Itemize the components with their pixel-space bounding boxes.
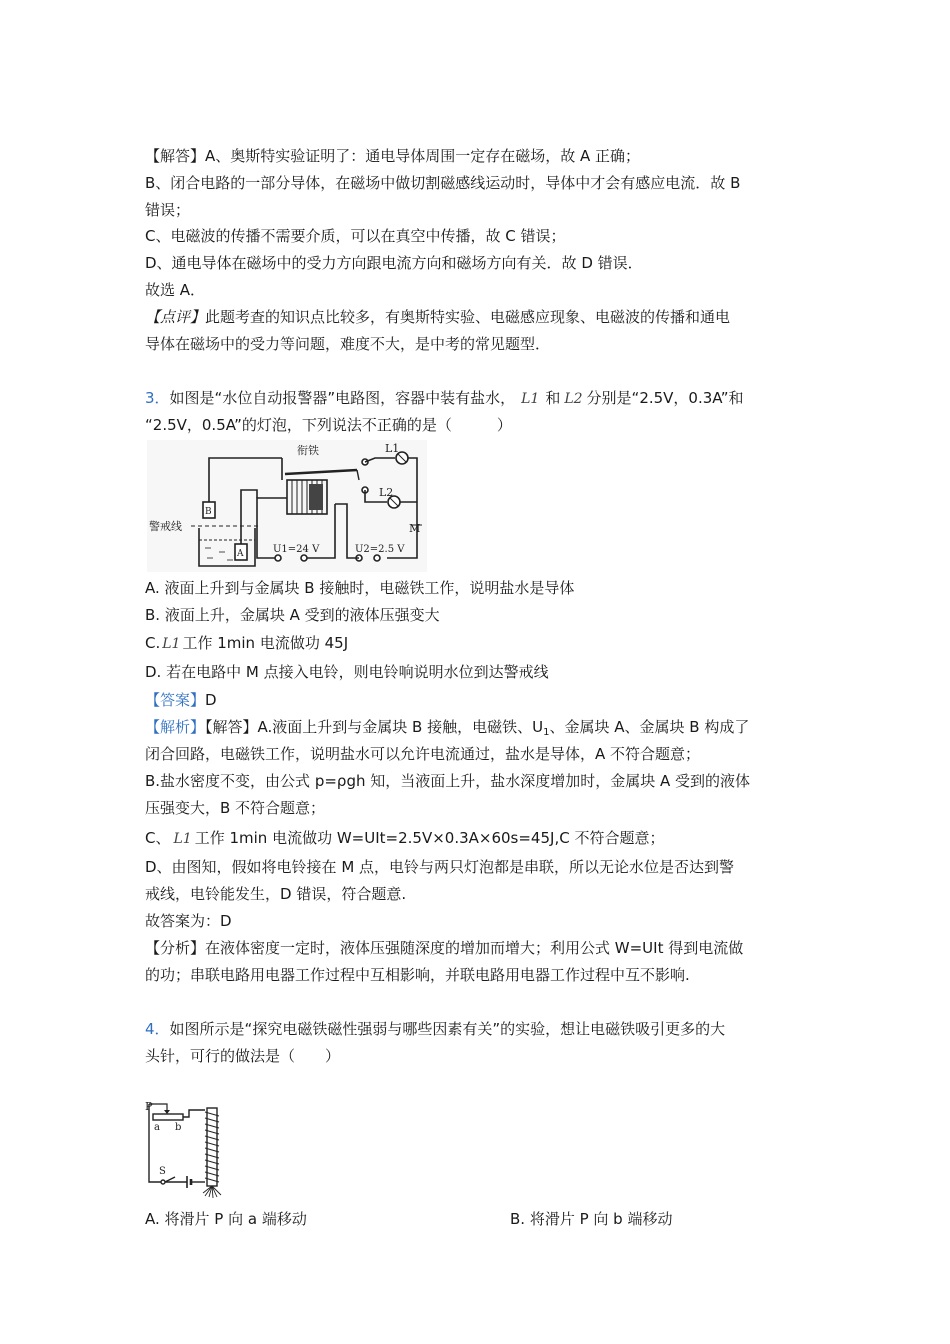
q4-number: 4． <box>145 1020 170 1038</box>
q3-option-c-text: 工作 1min 电流做功 45J <box>182 634 349 652</box>
q3-stem-a: 如图是“水位自动报警器”电路图，容器中装有盐水， <box>169 389 516 407</box>
q2-solution-line-5: D、通电导体在磁场中的受力方向跟电流方向和磁场方向有关．故 D 错误． <box>145 254 643 272</box>
analysis-subscript: 1 <box>543 727 550 738</box>
label-a-end: a <box>154 1122 160 1133</box>
q2-solution-line-1: 【解答】A、奥斯特实验证明了：通电导体周围一定存在磁场，故 A 正确； <box>145 147 641 165</box>
label-l2: L2 <box>379 486 394 499</box>
q3-option-d: D. 若在电路中 M 点接入电铃，则电铃响说明水位到达警戒线 <box>145 663 549 681</box>
analysis-symbol-l1: L1 <box>173 831 192 847</box>
q3-analysis-line-6: D、由图知，假如将电铃接在 M 点，电铃与两只灯泡都是串联，所以无论水位是否达到警 <box>145 858 735 876</box>
q2-solution-line-6: 故选 A． <box>145 281 206 299</box>
answer-value: D <box>205 691 217 709</box>
q3-symbol-l2: L2 <box>564 391 583 407</box>
q3-stem-b: 分别是“2.5V，0.3A”和 <box>586 389 744 407</box>
q3-and: 和 <box>545 389 561 407</box>
analysis-text-1b: 、金属块 A、金属块 B 构成了 <box>549 718 750 736</box>
q4-option-a: A. 将滑片 P 向 a 端移动 <box>145 1210 307 1228</box>
analysis-tag: 【解析】 <box>145 718 206 736</box>
label-armature: 衔铁 <box>297 444 319 457</box>
analysis-text-5a: C、 <box>145 829 171 847</box>
q3-analysis-line-4: 压强变大，B 不符合题意； <box>145 799 326 817</box>
q3-symbol-l1: L1 <box>521 391 540 407</box>
answer-tag: 【答案】 <box>145 691 206 709</box>
q3-option-a: A. 液面上升到与金属块 B 接触时，电磁铁工作，说明盐水是导体 <box>145 579 575 597</box>
label-b: B <box>205 507 212 517</box>
q4-stem-line-2: 头针，可行的做法是（ ） <box>145 1047 341 1065</box>
q3-analysis-line-7: 戒线，电铃能发生，D 错误，符合题意. <box>145 885 407 903</box>
label-u2: U2=2.5 V <box>355 544 405 555</box>
q3-analysis-line-8: 故答案为：D <box>145 912 232 930</box>
q3-analysis-line-5 <box>145 827 664 849</box>
label-p: P <box>145 1100 153 1113</box>
q2-solution-line-3: 错误； <box>145 201 191 219</box>
water-level-alarm-circuit-figure <box>147 440 427 572</box>
analysis-text-5b: 工作 1min 电流做功 W=UIt=2.5V×0.3A×60s=45J,C 不符合题意； <box>194 829 665 847</box>
q2-solution-line-2: B、闭合电路的一部分导体，在磁场中做切割磁感线运动时，导体中才会有感应电流．故 B <box>145 174 741 192</box>
q3-analysis-line-2: 闭合回路，电磁铁工作，说明盐水可以允许电流通过，盐水是导体，A 不符合题意； <box>145 745 701 763</box>
q3-option-c-prefix: C. <box>145 634 161 652</box>
review-text-1: 此题考查的知识点比较多，有奥斯特实验、电磁感应现象、电磁波的传播和通电 <box>205 308 731 326</box>
q2-review-line-1 <box>145 306 730 328</box>
q3-analysis-line-10: 的功；串联电路用电器工作过程中互相影响，并联电路用电器工作过程中互不影响. <box>145 966 690 984</box>
label-l1: L1 <box>385 442 400 455</box>
q4-stem-text: 如图所示是“探究电磁铁磁性强弱与哪些因素有关”的实验，想让电磁铁吸引更多的大 <box>169 1020 726 1038</box>
label-a: A <box>237 549 244 559</box>
q3-stem-line-2: “2.5V，0.5A”的灯泡，下列说法不正确的是（ ） <box>145 416 512 434</box>
q3-stem-line-1 <box>145 387 743 409</box>
label-m: M <box>409 522 421 535</box>
q3-number: 3． <box>145 389 170 407</box>
label-b-end: b <box>175 1122 182 1133</box>
q3-analysis-line-9: 【分析】在液体密度一定时，液体压强随深度的增加而增大；利用公式 W=UIt 得到电流做 <box>145 939 744 957</box>
analysis-text-1a: 【解答】A.液面上升到与金属块 B 接触，电磁铁、U <box>205 718 544 736</box>
q2-review-line-2: 导体在磁场中的受力等问题，难度不大，是中考的常见题型． <box>145 335 551 353</box>
label-switch-s: S <box>159 1166 166 1177</box>
electromagnet-circuit-figure <box>145 1098 225 1200</box>
q3-analysis-line-1 <box>145 716 749 738</box>
review-tag: 【点评】 <box>145 308 206 326</box>
q3-option-c-symbol: L1 <box>162 636 181 652</box>
q4-option-b: B. 将滑片 P 向 b 端移动 <box>510 1210 673 1228</box>
label-warning-line: 警戒线 <box>149 520 182 533</box>
q4-stem-line-1 <box>145 1018 725 1040</box>
document-page <box>145 0 815 1344</box>
label-u1: U1=24 V <box>273 544 320 555</box>
q3-answer-line <box>145 689 217 711</box>
q3-option-c <box>145 632 348 654</box>
q3-option-b: B. 液面上升，金属块 A 受到的液体压强变大 <box>145 606 440 624</box>
q3-analysis-line-3: B.盐水密度不变，由公式 p=ρgh 知，当液面上升，盐水深度增加时，金属块 A 受到的液体 <box>145 772 751 790</box>
q2-solution-line-4: C、电磁波的传播不需要介质，可以在真空中传播，故 C 错误； <box>145 227 566 245</box>
